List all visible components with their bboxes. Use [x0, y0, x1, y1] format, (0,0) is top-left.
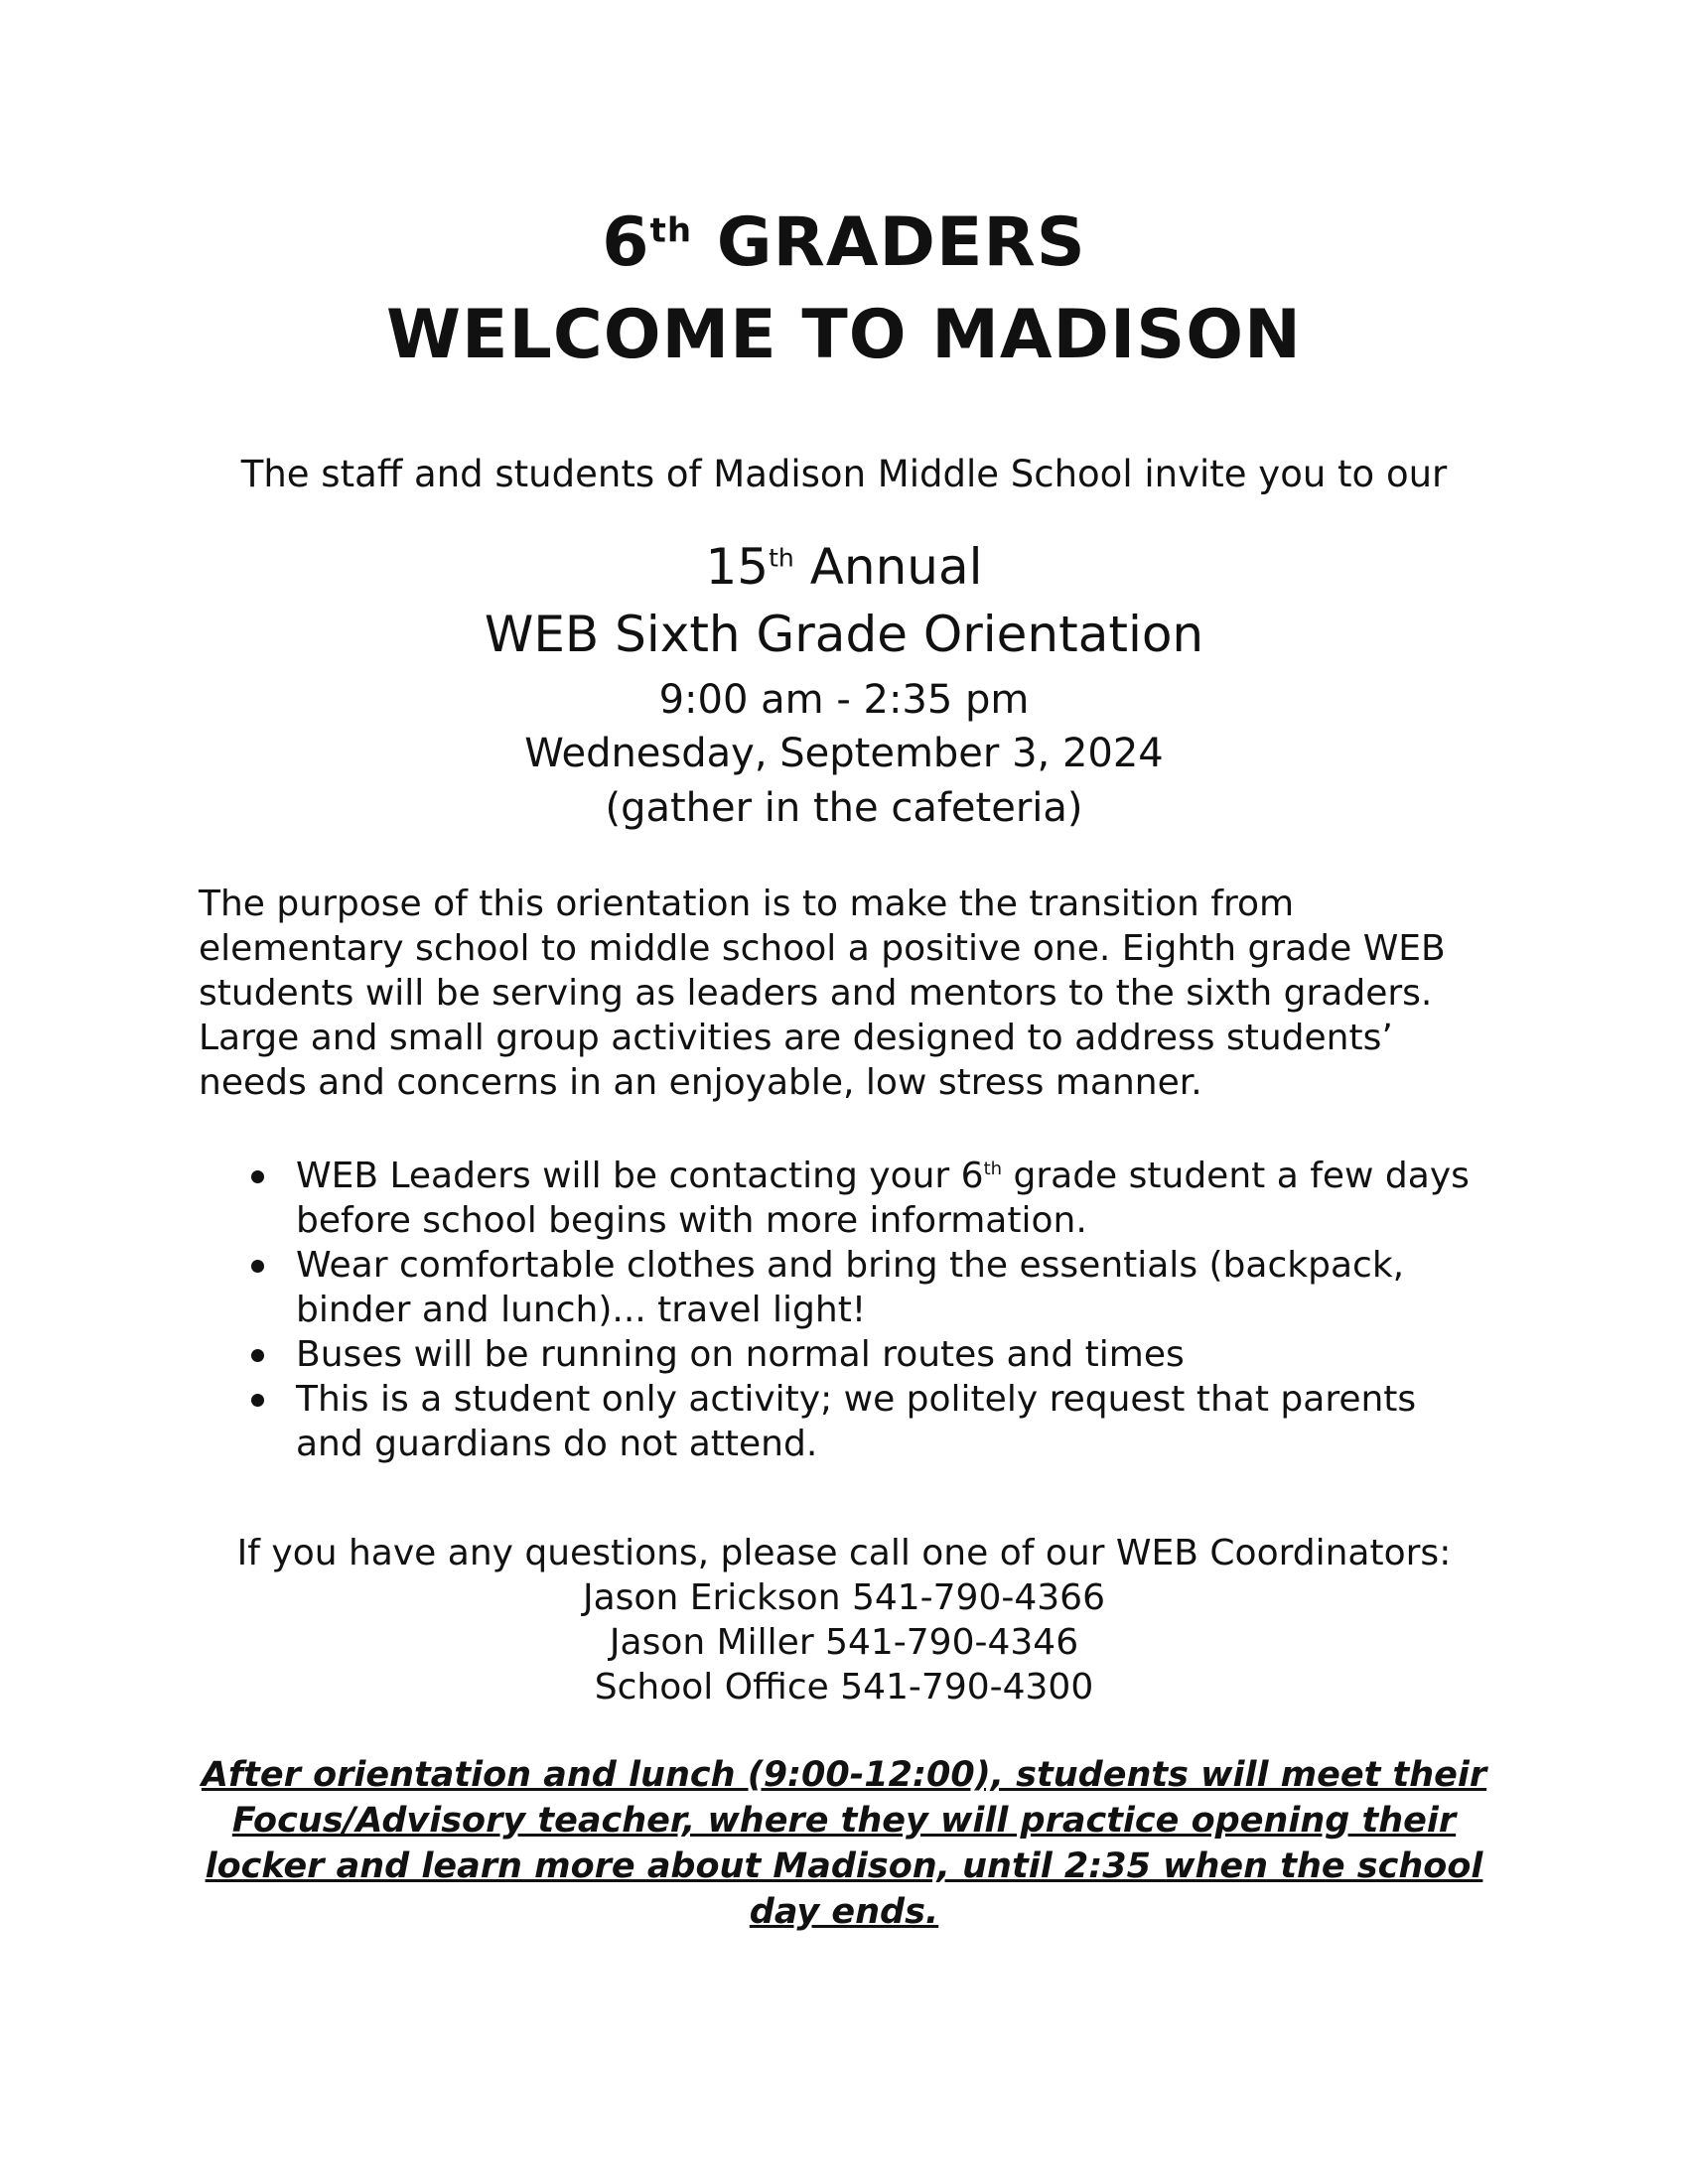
contact-line: Jason Erickson 541-790-4366 [583, 1577, 1105, 1618]
info-list [199, 1154, 1489, 1466]
bullet-text: Wear comfortable clothes and bring the essentials (backpack, binder and lunch)... travel light! [296, 1245, 1405, 1330]
event-annual [0, 533, 1688, 601]
bullet-text-end: grade student a few days before school begins with more information. [296, 1156, 1470, 1241]
event-name: WEB Sixth Grade Orientation [484, 606, 1204, 663]
grade-word: GRADERS [716, 204, 1086, 282]
bullet-text: Buses will be running on normal routes and times [296, 1334, 1185, 1375]
event-location: (gather in the cafeteria) [605, 785, 1083, 831]
invite-text: The staff and students of Madison Middle School invite you to our [240, 453, 1448, 495]
footer-note: After orientation and lunch (9:00-12:00), students will meet their Focus/Advisory teacher, where they will practice opening their locker and learn more about Madison, until 2:35 when the school day ends. [201, 1755, 1487, 1932]
bullet-text-suffix: th [983, 1159, 1003, 1179]
annual-word: Annual [809, 538, 983, 596]
contact-line: School Office 541-790-4300 [594, 1667, 1094, 1707]
annual-number: 15 [705, 538, 770, 596]
bullet-dot-icon [251, 1349, 264, 1362]
event-time: 9:00 am - 2:35 pm [658, 677, 1030, 723]
bullet-text-start: WEB Leaders will be contacting your 6 [296, 1156, 984, 1196]
bullet-dot-icon [251, 1394, 264, 1407]
bullet-dot-icon [251, 1170, 264, 1183]
purpose-paragraph: The purpose of this orientation is to make the transition from elementary school to middle school a positive one. Eighth grade WEB students will be serving as leaders and mentors to the sixth graders. Large and small group activities are designed to address students’ needs and concerns in an enjoyable, low stress manner. [199, 884, 1446, 1103]
bullet-dot-icon [251, 1260, 264, 1273]
contact-intro: If you have any questions, please call one of our WEB Coordinators: [236, 1533, 1452, 1573]
list-item [199, 1332, 1489, 1377]
event-date: Wednesday, September 3, 2024 [524, 731, 1164, 776]
contact-line: Jason Miller 541-790-4346 [609, 1622, 1079, 1663]
list-item [199, 1243, 1489, 1332]
list-item [199, 1377, 1489, 1466]
page-title-grade [0, 199, 1688, 288]
grade-number: 6 [602, 204, 650, 282]
list-item [199, 1154, 1489, 1243]
grade-suffix: th [649, 210, 693, 251]
annual-suffix: th [769, 543, 794, 573]
bullet-text: This is a student only activity; we politely request that parents and guardians do not attend. [296, 1379, 1417, 1464]
page-title-welcome: WELCOME TO MADISON [386, 296, 1302, 374]
